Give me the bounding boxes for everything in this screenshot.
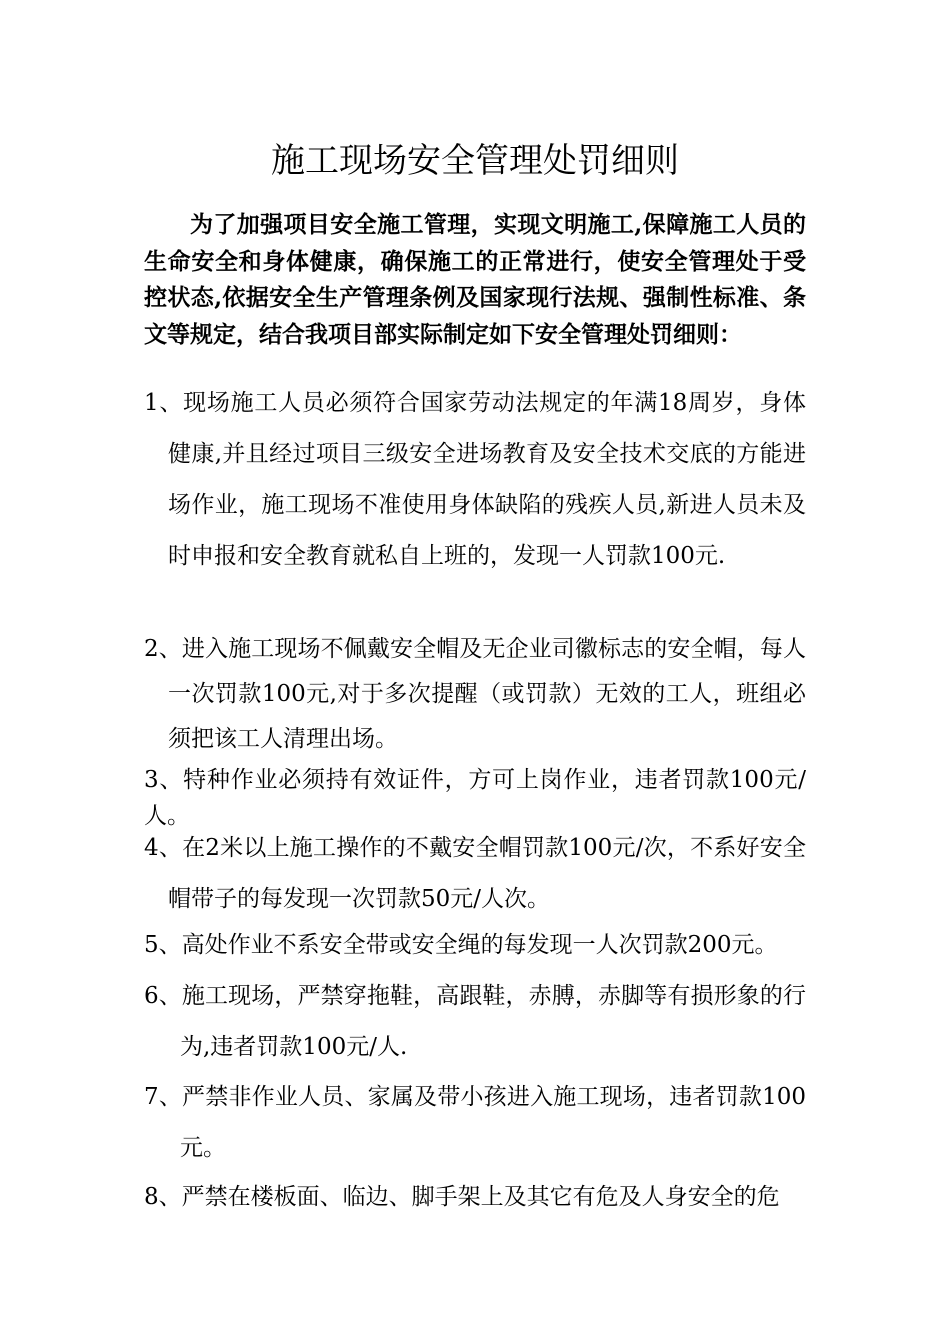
rule-item-3: 3、特种作业必须持有效证件，方可上岗作业，违者罚款100元/人。: [144, 767, 806, 829]
document-title: 施工现场安全管理处罚细则: [271, 141, 679, 181]
rule-item-7: 7、严禁非作业人员、家属及带小孩进入施工现场，违者罚款100元。: [144, 1084, 806, 1161]
rule-item-6: 6、施工现场，严禁穿拖鞋，高跟鞋，赤膊，赤脚等有损形象的行为,违者罚款100元/人.: [144, 983, 806, 1060]
rule-item-8: 8、严禁在楼板面、临边、脚手架上及其它有危及人身安全的危: [144, 1184, 780, 1210]
rule-item-5: 5、高处作业不系安全带或安全绳的每发现一人次罚款200元。: [144, 932, 778, 958]
rule-item-1: 1、现场施工人员必须符合国家劳动法规定的年满18周岁，身体健康,并且经过项目三级安全进场教育及安全技术交底的方能进场作业，施工现场不准使用身体缺陷的残疾人员,新进人员未及时申报和安全教育就私自上班的，发现一人罚款100元.: [144, 390, 806, 569]
intro-paragraph: 为了加强项目安全施工管理，实现文明施工,保障施工人员的生命安全和身体健康，确保施工的正常进行，使安全管理处于受控状态,依据安全生产管理条例及国家现行法规、强制性标准、条文等规定，结合我项目部实际制定如下安全管理处罚细则：: [144, 211, 806, 348]
rule-item-2: 2、进入施工现场不佩戴安全帽及无企业司徽标志的安全帽，每人一次罚款100元,对于多次提醒（或罚款）无效的工人，班组必须把该工人清理出场。: [144, 636, 806, 752]
rule-item-4: 4、在2米以上施工操作的不戴安全帽罚款100元/次，不系好安全帽带子的每发现一次罚款50元/人次。: [144, 835, 806, 912]
